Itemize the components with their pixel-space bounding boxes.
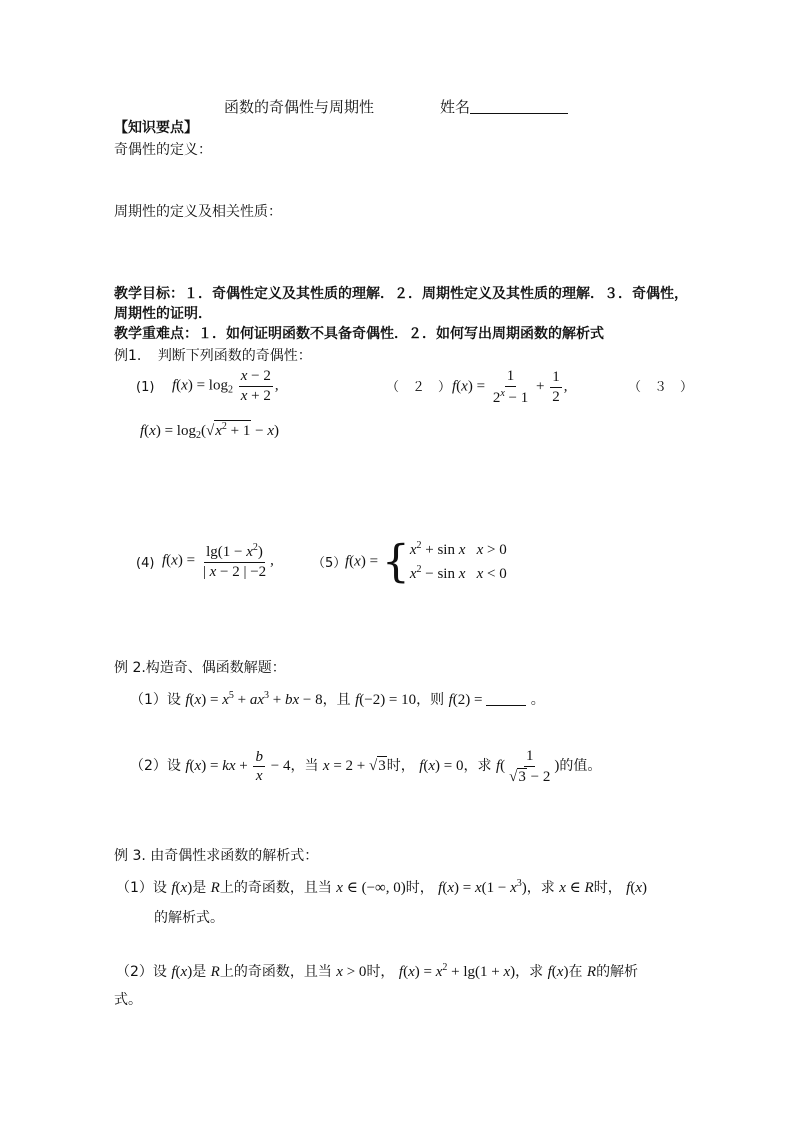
example-2-p2-when: 时，	[386, 757, 415, 774]
example-1-formula-4: f(x) = $\frac{\lg(1 - x^2)}{| x - 2 | -2}$ ,	[162, 542, 274, 580]
example-3-p2-e: ，求	[515, 964, 544, 980]
example-1-formula-2: f(x) = $\frac{1}{2^x - 1}$ + $\frac{1}{2}$ ,	[452, 368, 568, 406]
example-2-problem-1: （1）设 $f(x) = x^5 + ax^3$ + bx − 8，且 f(−2) = 10，则 f(2) = 。	[130, 690, 545, 708]
example-1-prompt: 判断下列函数的奇偶性：	[157, 348, 312, 364]
example-3-p2-d: 时，	[366, 964, 395, 980]
example-1-header	[114, 348, 312, 365]
example-1-formula-5: f(x) = { $x^2 + \sin x$ x > 0 $x^2 - \sin x$ x < 0	[345, 536, 507, 588]
example-3-p1-d: 时，	[405, 880, 434, 896]
example-2-p1-end: 。	[530, 692, 545, 708]
example-2-p2-prefix: （2）设	[130, 757, 181, 774]
parity-definition-label: 奇偶性的定义：	[114, 142, 212, 158]
example-1-formula-1: $f(x) = \log_2$ $\frac{x - 2}{x + 2}$ ,	[172, 368, 279, 404]
example-2-p1-then: ，则	[416, 692, 445, 708]
example-3-p2-b: 是	[192, 964, 207, 980]
example-3-p2-a: （2）设	[116, 964, 167, 980]
objectives-line-1: 教学目标：１．奇偶性定义及其性质的理解．２．周期性定义及其性质的理解．３．奇偶性，	[114, 286, 688, 302]
example-2-p1-mid: ，且	[322, 692, 351, 708]
objectives-line-2: 周期性的证明．	[114, 306, 212, 322]
example-2-p2-ask: ，求	[463, 757, 492, 774]
example-3-p1-f: 时，	[593, 880, 622, 896]
example-2-p1-prefix: （1）设	[130, 692, 181, 708]
example-2-label: 例 2.构造奇、偶函数解题：	[114, 660, 286, 676]
example-1-formula-3: $f(x) = \log_2(√x^2 + 1 - x)$	[140, 421, 279, 441]
page-title: 函数的奇偶性与周期性	[224, 98, 375, 116]
example-1-number-5: （5）	[312, 556, 347, 571]
example-2-p2-end: 的值。	[559, 757, 602, 774]
example-3-p1-a: （1）设	[116, 880, 167, 896]
example-3-p2-c: 上的奇函数，且当	[219, 964, 332, 980]
example-3-p1-e: ，求	[526, 880, 555, 896]
example-1-number-2: （ ２ ）	[386, 380, 452, 395]
example-2-p2-mid: ，当	[290, 757, 319, 774]
example-3-label: 例 3. 由奇偶性求函数的解析式：	[114, 848, 319, 864]
example-3-p2-g: 的解析	[596, 964, 639, 980]
example-3-p1-c: 上的奇函数，且当	[219, 880, 332, 896]
answer-blank	[486, 691, 526, 706]
name-blank	[470, 99, 568, 114]
example-3-p1-line-2: 的解析式。	[154, 910, 224, 926]
name-field	[440, 98, 568, 116]
example-3-p2-line-2: 式。	[114, 992, 142, 1008]
example-1-label: 例1.	[114, 348, 142, 364]
example-1-number-4: (4)	[136, 556, 155, 571]
example-3-problem-1: （1）设 f(x)是 R上的奇函数，且当 x ∈ (−∞, 0)时， $f(x) = x(1 - x^3)$，求 x ∈ R时， f(x)	[116, 878, 647, 896]
knowledge-heading: 【知识要点】	[114, 120, 198, 136]
example-1-number-1: (1)	[136, 380, 155, 395]
key-points-line: 教学重难点：１．如何证明函数不具备奇偶性．２．如何写出周期函数的解析式	[114, 326, 604, 342]
period-definition-label: 周期性的定义及相关性质：	[114, 204, 282, 220]
example-3-problem-2: （2）设 f(x)是 R上的奇函数，且当 x > 0时， $f(x) = x^2 + \lg(1 + x)$，求 f(x)在 R的解析	[116, 962, 639, 980]
name-label: 姓名	[440, 98, 471, 116]
example-3-p2-f: 在	[568, 964, 583, 980]
example-3-p1-b: 是	[192, 880, 207, 896]
example-2-problem-2: （2）设 f(x) = kx + $\frac{b}{x}$ − 4，当 x = 2 + √3时， f(x) = 0，求 f( $\frac{1}{√3 - 2}$ )的值。	[130, 748, 602, 785]
example-1-number-3: （ ３ ）	[628, 380, 694, 395]
